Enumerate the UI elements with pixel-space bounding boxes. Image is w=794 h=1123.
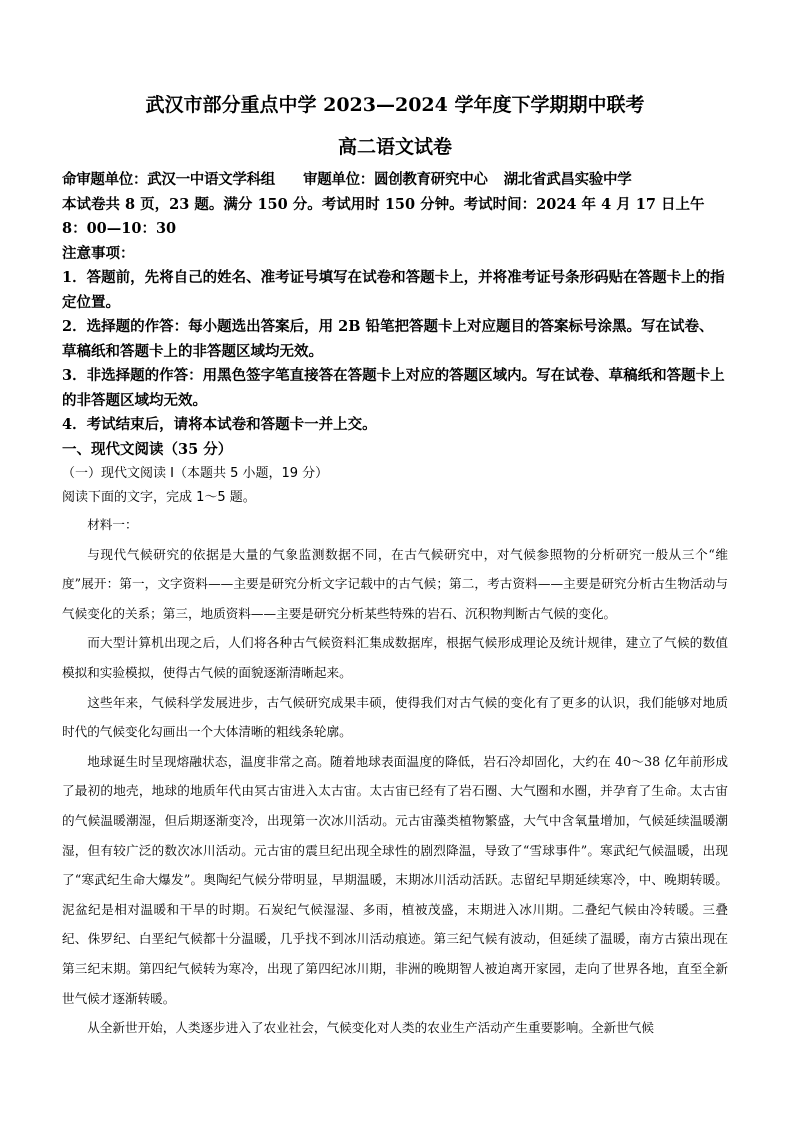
proposer-line — [62, 168, 728, 193]
reviewer-unit-2: 湖北省武昌实验中学 — [503, 171, 632, 188]
reviewer-unit: 审题单位：圆创教育研究中心 — [303, 171, 488, 188]
section-heading: 一、现代文阅读（35 分） — [62, 440, 233, 458]
passage-paragraph-2: 而大型计算机出现之后，人们将各种古气候资料汇集成数据库，根据气候形成理论及统计规律，建立了气候的数值模拟和实验模拟，使得古气候的面貌逐渐清晰起来。 — [62, 635, 728, 680]
proposer-unit: 命审题单位：武汉一中语文学科组 — [62, 171, 275, 188]
passage-paragraph-1: 与现代气候研究的依据是大量的气象监测数据不同，在古气候研究中，对气候参照物的分析研究一般从三个“维度”展开：第一，文字资料——主要是研究分析文字记载中的古气候；第二，考古资料——主要是研究分析古生物活动与气候变化的关系；第三，地质资料——主要是研究分析某些特殊的岩石、沉积物判断古气候的变化。 — [62, 546, 728, 621]
exam-title: 武汉市部分重点中学 2023—2024 学年度下学期期中联考 — [145, 94, 645, 116]
note-item-3: 3．非选择题的作答：用黑色签字笔直接答在答题卡上对应的答题区域内。写在试卷、草稿纸和答题卡上的非答题区域均无效。 — [62, 367, 725, 409]
note-item-4: 4．考试结束后，请将本试卷和答题卡一并上交。 — [62, 416, 377, 433]
notes-heading: 注意事项： — [62, 244, 135, 262]
note-item-2: 2．选择题的作答：每小题选出答案后，用 2B 铅笔把答题卡上对应题目的答案标号涂黑。写在试卷、草稿纸和答题卡上的非答题区域均无效。 — [62, 318, 714, 360]
section-subheading: （一）现代文阅读 I（本题共 5 小题，19 分） — [62, 466, 329, 481]
reading-passage — [62, 510, 728, 1043]
note-item-1: 1．答题前，先将自己的姓名、准考证号填写在试卷和答题卡上，并将准考证号条形码贴在答题卡上的指定位置。 — [62, 269, 725, 311]
reading-instruction: 阅读下面的文字，完成 1～5 题。 — [62, 490, 256, 505]
passage-paragraph-3: 这些年来，气候科学发展进步，古气候研究成果丰硕，使得我们对古气候的变化有了更多的认识，我们能够对地质时代的气候变化勾画出一个大体清晰的粗线条轮廓。 — [62, 694, 728, 740]
passage-paragraph-5: 从全新世开始，人类逐步进入了农业社会，气候变化对人类的农业生产活动产生重要影响。全新世气候 — [87, 1020, 654, 1036]
passage-paragraph-4: 地球诞生时呈现熔融状态，温度非常之高。随着地球表面温度的降低，岩石冷却固化，大约在 40～38 亿年前形成了最初的地壳，地球的地质年代由冥古宙进入太古宙。太古宙已经有了岩石圈、大气圈和水圈，并孕育了生命。太古宙的气候温暖潮湿，但后期逐渐变冷，出现第一次冰川活动。元古宙藻类植物繁盛，大气中含氧量增加，气候延续温暖潮湿，但有较广泛的数次冰川活动。元古宙的震旦纪出现全球性的剧烈降温，导致了“雪球事件”。寒武纪气候温暖，出现了“寒武纪生命大爆发”。奥陶纪气候分带明显，早期温暖，末期冰川活动活跃。志留纪早期延续寒冷，中、晚期转暖。泥盆纪是相对温暖和干旱的时期。石炭纪气候湿湿、多雨，植被茂盛，末期进入冰川期。二叠纪气候由冷转暖。三叠纪、侏罗纪、白垩纪气候都十分温暖，几乎找不到冰川活动痕迹。第三纪气候有波动，但延续了温暖，南方古猿出现在第三纪末期。第四纪气候转为寒冷，出现了第四纪冰川期，非洲的晚期智人被迫离开家园，走向了世界各地，直至全新世气候才逐渐转暖。 — [62, 753, 728, 1006]
material-label: 材料一： — [87, 517, 138, 532]
exam-subtitle: 高二语文试卷 — [337, 136, 452, 158]
exam-info: 本试卷共 8 页，23 题。满分 150 分。考试用时 150 分钟。考试时间：2024 年 4 月 17 日上午 — [62, 195, 705, 213]
exam-time: 8：00—10：30 — [62, 220, 177, 237]
